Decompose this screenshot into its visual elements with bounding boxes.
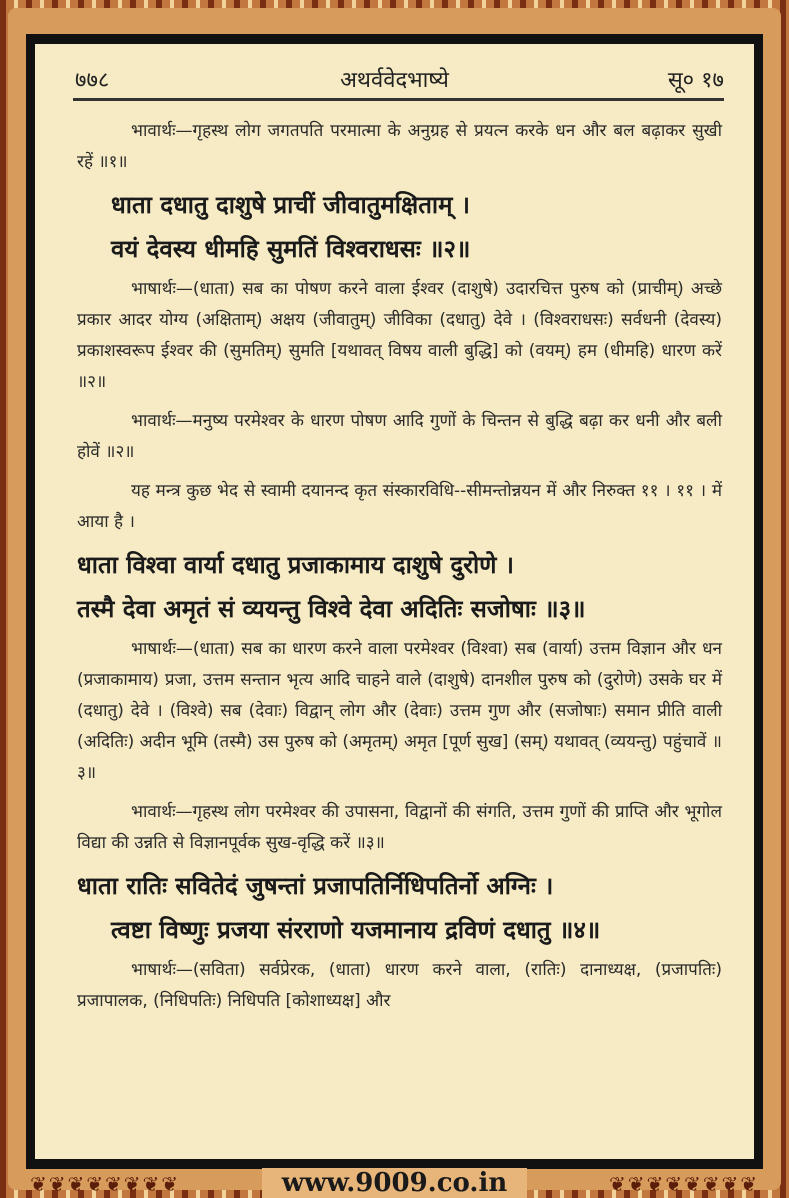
mantra-4-line-2: त्वष्टा विष्णुः प्रजया संरराणो यजमानाय द्रविणं दधातु ॥४॥ [111,916,601,944]
paragraph-bhasharth-2: भाषार्थः—(धाता) सब का पोषण करने वाला ईश्वर (दाशुषे) उदारचित्त पुरुष को (प्राचीम्) अच्छे प्रकार आदर योग्य (अक्षिताम्) अक्षय (जीवातुम्) जीविका (दधातु) देवे । (विश्वराधसः) सर्वधनी (देवस्य) प्रकाशस्वरूप ईश्वर की (सुमतिम्) सुमति [यथावत् विषय वाली बुद्धि] को (वयम्) हम (धीमहि) धारण करें ॥२॥ [77,279,722,392]
page-number: ७७८ [75,68,110,93]
page-content [77,116,722,1025]
paragraph-bhasharth-3: भाषार्थः—(धाता) सब का धारण करने वाला परमेश्वर (विश्वा) सब (वार्या) उत्तम विज्ञान और धन (प्रजाकामाय) प्रजा, उत्तम सन्तान भृत्य आदि चाहने वाले (दाशुषे) दानशील पुरुष को (दुरोणे) उसके घर में (दधातु) देवे । (विश्वे) सब (देवाः) विद्वान् लोग और (देवाः) उत्तम गुण और (सजोषाः) समान प्रीति वाली (अदितिः) अदीन भूमि (तस्मै) उस पुरुष को (अमृतम्) अमृत [पूर्ण सुख] (सम्) यथावत् (व्ययन्तु) पहुंचावें ॥३॥ [77,639,722,783]
mantra-3-line-1: धाता विश्वा वार्या दधातु प्रजाकामाय दाशुषे दुरोणे । [77,551,514,579]
website-link[interactable]: www.9009.co.in [262,1168,528,1198]
page-header [35,44,754,94]
paragraph-bhavartha-2: भावार्थः—मनुष्य परमेश्वर के धारण पोषण आदि गुणों के चिन्तन से बुद्धि बढ़ा कर धनी और बली होवें ॥२॥ [77,411,722,462]
footer-ornament-right: ❦❦❦❦❦❦❦❦ [608,1172,759,1196]
header-rule [73,98,724,101]
paragraph-bhavartha-3: भावार्थः—गृहस्थ लोग परमेश्वर की उपासना, विद्वानों की संगति, उत्तम गुणों की प्राप्ति और भूगोल विद्या की उन्नति से विज्ञानपूर्वक सुख-वृद्धि करें ॥३॥ [77,802,722,853]
paragraph-reference-note: यह मन्त्र कुछ भेद से स्वामी दयानन्द कृत संस्कारविधि--सीमन्तोन्नयन में और निरुक्त ११ । ११ । में आया है । [77,481,722,532]
mantra-3-line-2: तस्मै देवा अमृतं सं व्ययन्तु विश्वे देवा अदितिः सजोषाः ॥३॥ [77,595,586,623]
mantra-2-line-1: धाता दधातु दाशुषे प्राचीं जीवातुमक्षिताम् । [111,191,470,219]
footer-ornament-left: ❦❦❦❦❦❦❦❦ [30,1172,181,1196]
mantra-4-line-1: धाता रातिः सवितेदं जुषन्तां प्रजापतिर्निधिपतिर्नो अग्निः । [77,872,554,900]
mantra-2-line-2: वयं देवस्य धीमहि सुमतिं विश्वराधसः ॥२॥ [111,235,471,263]
page-footer [0,1168,789,1198]
paragraph-bhasharth-4: भाषार्थः—(सविता) सर्वप्रेरक, (धाता) धारण करने वाला, (रातिः) दानाध्यक्ष, (प्रजापतिः) प्रजापालक, (निधिपतिः) निधिपति [कोशाध्यक्ष] और [77,960,722,1011]
paragraph-bhavartha-1: भावार्थः—गृहस्थ लोग जगतपति परमात्मा के अनुग्रह से प्रयत्न करके धन और बल बढ़ाकर सुखी रहें ॥१॥ [77,121,722,172]
sukta-number: सू० १७ [667,68,724,93]
page [35,44,754,1159]
page-title: अथर्ववेदभाष्ये [340,68,449,93]
